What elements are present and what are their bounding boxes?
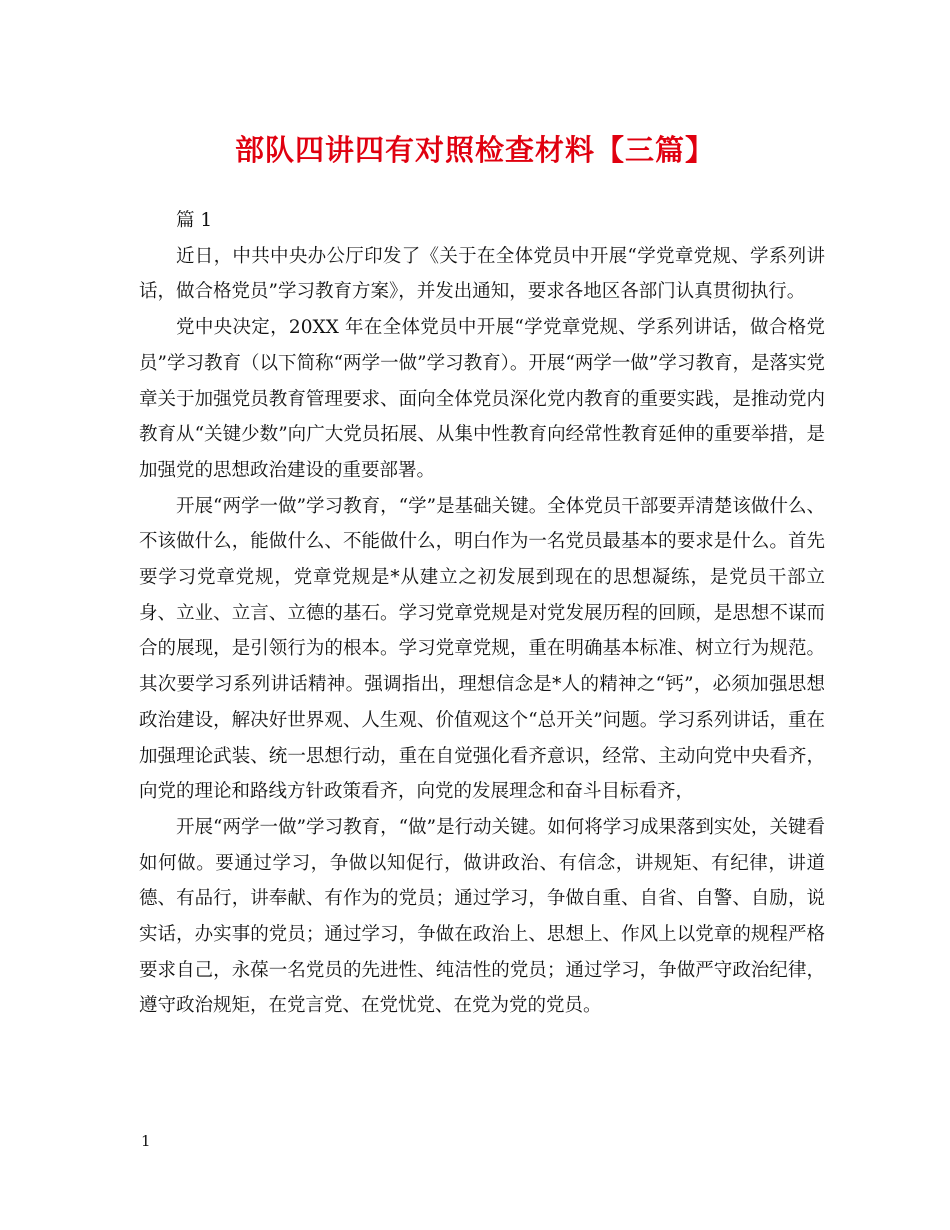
paragraph-4: 开展“两学一做”学习教育，“做”是行动关键。如何将学习成果落到实处，关键看如何做。要通过学习，争做以知促行，做讲政治、有信念，讲规矩、有纪律，讲道德、有品行，讲奉献、有作为的党员；通过学习，争做自重、自省、自警、自励，说实话，办实事的党员；通过学习，争做在政治上、思想上、作风上以党章的规程严格要求自己，永葆一名党员的先进性、纯洁性的党员；通过学习，争做严守政治纪律，遵守政治规矩，在党言党、在党忧党、在党为党的党员。 [139,816,825,1017]
document-title: 部队四讲四有对照检查材料【三篇】 [234,133,715,167]
paragraph-2: 党中央决定，20XX 年在全体党员中开展“学党章党规、学系列讲话，做合格党员”学习教育（以下简称“两学一做”学习教育）。开展“两学一做”学习教育，是落实党章关于加强党员教育管理要求、面向全体党员深化党内教育的重要实践，是推动党内教育从“关键少数”向广大党员拓展、从集中性教育向经常性教育延伸的重要举措，是加强党的思想政治建设的重要部署。 [139,317,825,481]
document-body [139,203,825,1024]
section-label: 篇 1 [176,210,213,231]
paragraph-3: 开展“两学一做”学习教育，“学”是基础关键。全体党员干部要弄清楚该做什么、不该做什么，能做什么、不能做什么，明白作为一名党员最基本的要求是什么。首先要学习党章党规，党章党规是*从建立之初发展到现在的思想凝练，是党员干部立身、立业、立言、立德的基石。学习党章党规是对党发展历程的回顾，是思想不谋而合的展现，是引领行为的根本。学习党章党规，重在明确基本标准、树立行为规范。其次要学习系列讲话精神。强调指出，理想信念是*人的精神之“钙”，必须加强思想政治建设，解决好世界观、人生观、价值观这个“总开关”问题。学习系列讲话，重在加强理论武装、统一思想行动，重在自觉强化看齐意识，经常、主动向党中央看齐，向党的理论和路线方针政策看齐，向党的发展理念和奋斗目标看齐， [139,495,825,803]
paragraph-1: 近日，中共中央办公厅印发了《关于在全体党员中开展“学党章党规、学系列讲话，做合格党员”学习教育方案》，并发出通知，要求各地区各部门认真贯彻执行。 [139,245,825,303]
page-number: 1 [141,1132,151,1150]
